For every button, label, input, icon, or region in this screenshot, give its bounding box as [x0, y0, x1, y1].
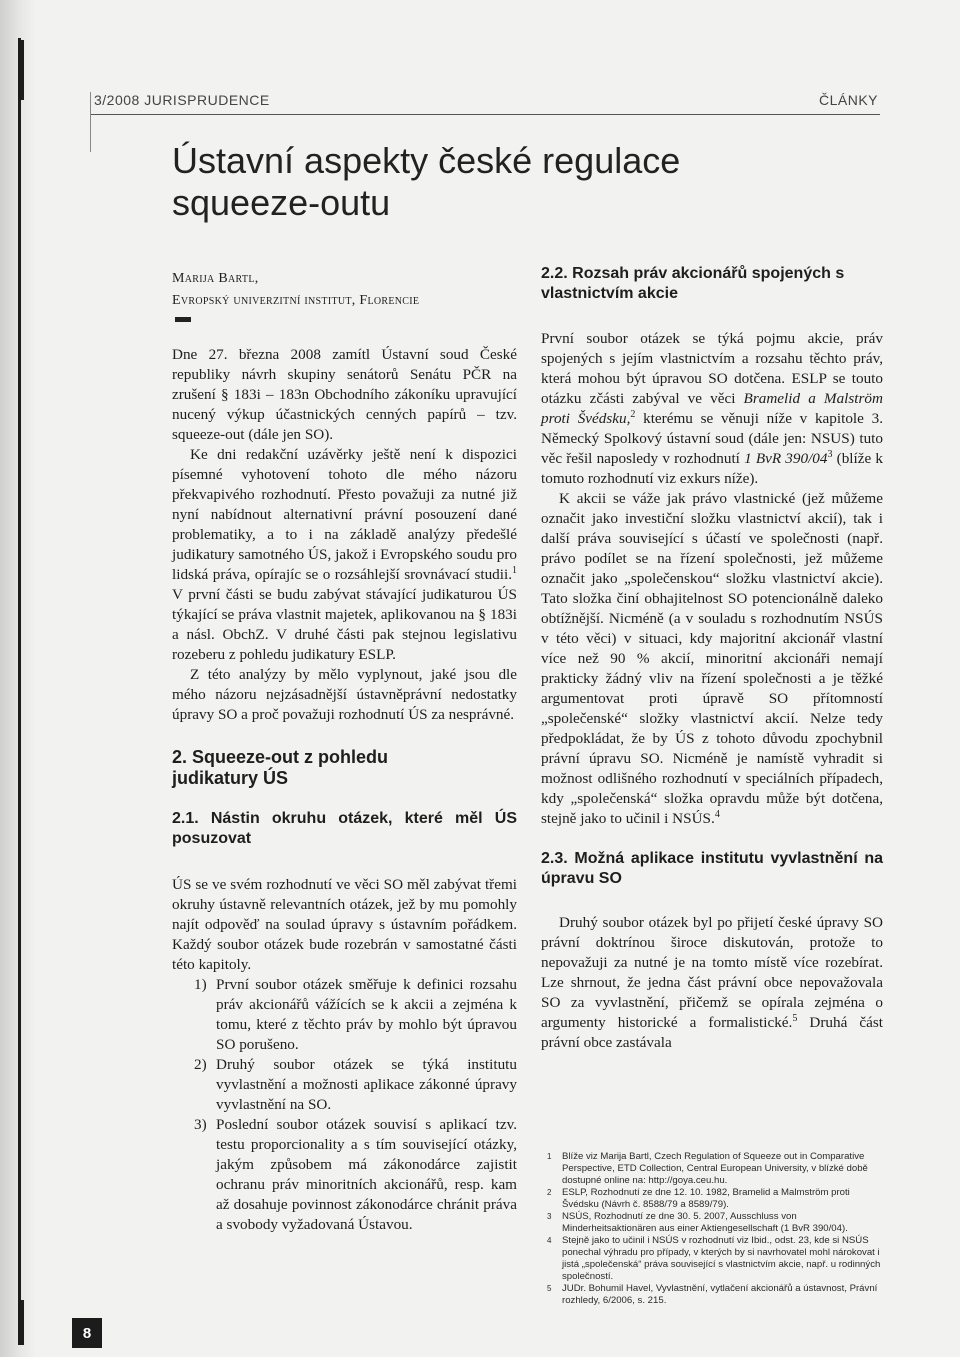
footnote: [541, 1235, 881, 1283]
footnote-ref[interactable]: 2: [630, 408, 636, 420]
section-label: ČLÁNKY: [818, 92, 878, 108]
footnote: [541, 1283, 881, 1307]
case-name: Bramelid a Malström proti Švédsku,: [541, 390, 883, 427]
footnote-ref[interactable]: 1: [512, 564, 517, 576]
paragraph-text: Ke dni redakční uzávěrky ještě není k dispozici písemné vyhotovení tohoto dle mého názoru překvapivého rozhodnutí. Přesto považuji za nutné již nyní nabídnout alternativní právní posouzení dané problematiky, a to i na základě analýzy předešlé judikatury samotného ÚS, jakož i Evropského soudu pro lidská práva, opírajíc se o rozsáhlejší srovnávací studii.: [172, 446, 517, 583]
binding-mark-thick: [18, 1300, 24, 1345]
paragraph: [541, 913, 883, 1053]
paragraph-text: První soubor otázek se týká pojmu akcie, práv spojených s jejím vlastnictvím a rozsahu těchto práv, která mohou být úpravou SO dotčena. ESLP se touto otázku zčásti zabýval ve věci: [541, 330, 883, 407]
paragraph: [172, 445, 517, 665]
running-header: [90, 92, 880, 115]
right-column: [541, 329, 883, 1053]
subsection-heading: 2.2. Rozsah práv akcionářů spojených s vlastnictvím akcie: [541, 265, 845, 302]
list-item: [172, 1055, 517, 1115]
page-number: 8: [72, 1318, 102, 1348]
paragraph: [541, 329, 883, 489]
footnote-number: 2: [547, 1188, 552, 1197]
left-column: [172, 345, 517, 1235]
author-block: [172, 268, 512, 312]
list-item: [172, 975, 517, 1055]
footnote: [541, 1211, 881, 1235]
list-text: První soubor otázek směřuje k definici rozsahu práv akcionářů vážících se k akcii a zejména k tomu, které z těchto práv by mohlo být úpravou SO porušeno.: [216, 976, 517, 1053]
question-list: [172, 975, 517, 1235]
subsection-heading: 2.1. Nástin okruhu otázek, které měl ÚS posuzovat: [172, 810, 517, 847]
list-text: Poslední soubor otázek souvisí s aplikací tzv. testu proporcionality a s tím související otázky, jakým způsobem má zákonodárce zajistit ochranu práv minoritních akcionářů, resp. kam až dosahuje povinnost zákonodárce chránit práva a svobody vyžadovaná Ústavou.: [216, 1116, 517, 1233]
author-affiliation: Evropský univerzitní institut, Florencie: [172, 293, 420, 308]
intro-paragraph: Dne 27. března 2008 zamítl Ústavní soud České republiky návrh skupiny senátorů Senátu PČR na zrušení § 183i – 183n Obchodního zákoníku upravující nucený výkup účastnických cenných papírů – tzv. squeeze-out (dále jen SO).: [172, 346, 517, 443]
heading-line: 2. Squeeze-out z pohledu: [172, 747, 389, 767]
footnote-text: Stejně jako to učinil i NSÚS v rozhodnutí viz Ibid., odst. 23, kde si NSÚS ponechal výhradu pro případy, v kterých by si navrhovatel mohl nárokovat i jistá „společenská“ práva související s vlastnictvím akcie, např. u rodinných společností.: [562, 1235, 881, 1282]
footnote-number: 4: [547, 1236, 552, 1245]
article-title: Ústavní aspekty české regulace squeeze-outu: [172, 140, 681, 223]
footnote-ref[interactable]: 5: [792, 1012, 798, 1024]
footnote-text: ESLP, Rozhodnutí ze dne 12. 10. 1982, Bramelid a Malmström proti Švédsku (Návrh č. 8588/79 a 8589/79).: [562, 1187, 850, 1210]
footnote: [541, 1187, 881, 1211]
binding-mark-thick: [18, 40, 24, 100]
footnote-text: NSÚS, Rozhodnutí ze dne 30. 5. 2007, Ausschluss von Minderheitsaktionären aus einer Aktiengesellschaft (1 BvR 390/04).: [562, 1211, 848, 1234]
author-name: Marija Bartl,: [172, 271, 259, 286]
paragraph-text: Druhá část právní obce zastávala: [541, 1014, 883, 1051]
binding-mark: [18, 38, 21, 1338]
heading-line: judikatury ÚS: [172, 768, 289, 788]
section-marker: [175, 317, 191, 322]
section-heading: [172, 747, 517, 789]
paragraph-text: kterému se věnuji níže v kapitole 3. Německý Spolkový ústavní soud (dále jen: NSUS) tuto věc řešil naposledy v rozhodnutí: [541, 410, 883, 467]
list-item: [172, 1115, 517, 1235]
list-number: 3): [194, 1116, 207, 1133]
paragraph: ÚS se ve svém rozhodnutí ve věci SO měl zabývat třemi okruhy ústavně relevantních otázek, jež by mu pomohly najít odpověď na soulad úpravy s ústavním pořádkem. Každý soubor otázek bude rozebrán v samostatné části této kapitoly.: [172, 876, 517, 973]
paragraph-text: V první části se budu zabývat stávající judikaturou ÚS týkající se práva vlastnit majetek, aplikovanou na § 183i a násl. ObchZ. V druhé části pak stejnou legislativu rozeberu z pohledu judikatury ESLP.: [172, 586, 517, 663]
list-text: Druhý soubor otázek se týká institutu vyvlastnění a možnosti aplikace zákonné úpravy vyvlastnění na SO.: [216, 1056, 517, 1113]
paragraph: Z této analýzy by mělo vyplynout, jaké jsou dle mého názoru nejzásadnější ústavněprávní nedostatky úpravy SO a proč považuji rozhodnutí ÚS za nesprávné.: [172, 666, 517, 723]
journal-issue: 3/2008 JURISPRUDENCE: [94, 92, 270, 108]
list-number: 2): [194, 1056, 207, 1073]
paragraph: [541, 489, 883, 829]
footnotes: [541, 1151, 881, 1307]
paragraph-text: (blíže k tomuto rozhodnutí viz exkurs níže).: [541, 450, 883, 487]
footnote-ref[interactable]: 3: [827, 448, 833, 460]
footnote-text: JUDr. Bohumil Havel, Vyvlastnění, vytlačení akcionářů a ústavnost, Právní rozhledy, 6/2006, s. 215.: [562, 1283, 878, 1306]
subsection-heading: 2.3. Možná aplikace institutu vyvlastnění na úpravu SO: [541, 850, 883, 887]
footnote-number: 1: [547, 1152, 552, 1161]
paragraph-text: Druhý soubor otázek byl po přijetí české úpravy SO právní doktrínou široce diskutován, protože to nepovažuji za nutné je na tomto místě více rozebírat. Lze shrnout, že jedna část právní obce nepovažovala SO za vyvlastnění, přičemž se opírala zejména o argumenty historické a formalistické.: [541, 914, 883, 1031]
paragraph-text: K akcii se váže jak právo vlastnické (jež můžeme označit jako investiční složku vlastnictví akcií), tak i další práva související s účastí ve společnosti (např. právo podílet se na řízení společnosti, jež můžeme označit jako „společenskou“ složku vlastnictví akcie). Tato složka činí obhajitelnost SO potencionálně daleko obtížnější. Nicméně (a v souladu s rozhodnutím NSÚS v této věci) v situaci, kdy majoritní akcionář vlastní více než 90 % akcií, minoritní akcionáři nemají prakticky žádný vliv na řízení společnosti a je těžké argumentovat proti úpravě SO přítomností „společenské“ složky vlastnictví akcií. Nelze tedy předpokládat, že by ÚS z tohoto důvodu zpochybnil právní úpravu SO. Nicméně je namístě vyhradit si možnost odlišného rozhodnutí v speciálních případech, kdy „společenská“ složka opravdu může být dotčena, stejně jako to učinil i NSÚS.: [541, 490, 883, 827]
footnote-number: 3: [547, 1212, 552, 1221]
footnote-ref[interactable]: 4: [714, 808, 720, 820]
case-number: 1 BvR 390/04: [744, 450, 828, 467]
list-number: 1): [194, 976, 207, 993]
footnote-text: Blíže viz Marija Bartl, Czech Regulation of Squeeze out in Comparative Perspective, ETD Collection, Central European University, v blízké době dostupné online na: http://goya.ceu.hu.: [562, 1151, 868, 1186]
footnote: [541, 1151, 881, 1187]
footnote-number: 5: [547, 1284, 552, 1293]
